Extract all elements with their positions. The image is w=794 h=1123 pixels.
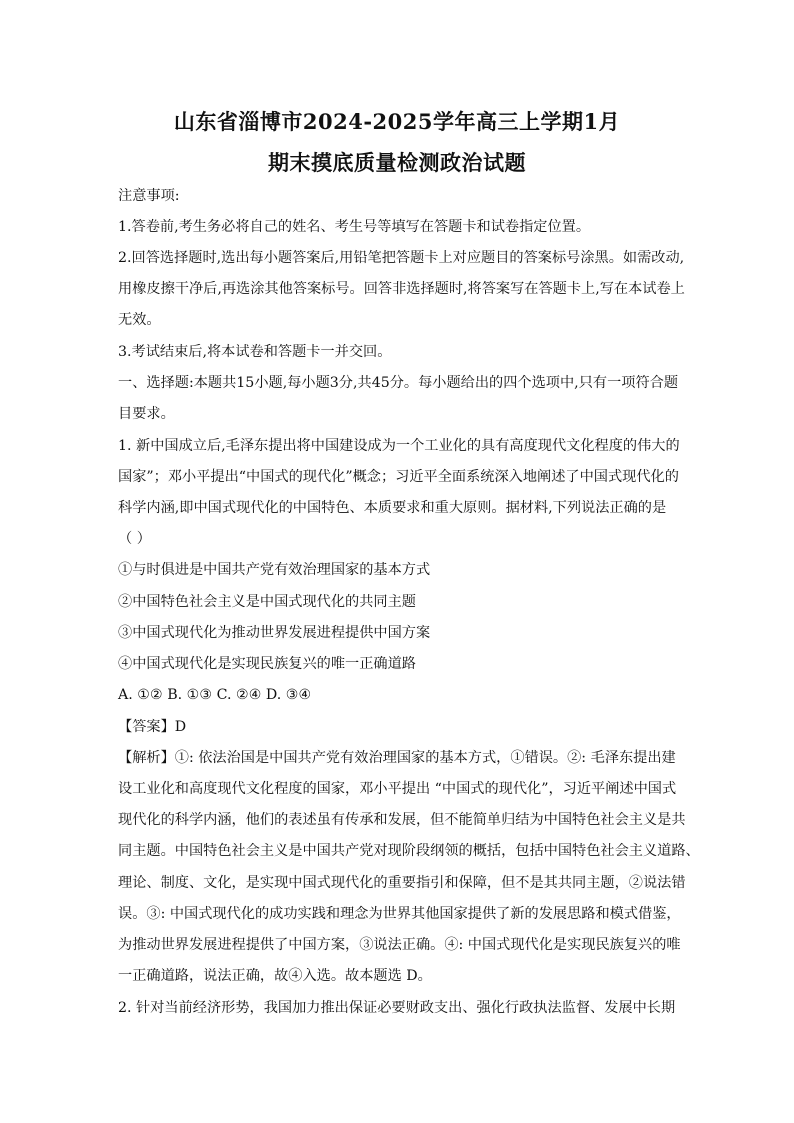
q1-analysis-line-5: 理论、制度、文化，是实现中国式现代化的重要指引和保障，但不是其共同主题，②说法错 bbox=[118, 875, 686, 891]
q1-stem-line-4: （ ） bbox=[118, 531, 151, 547]
notice-item-1: 1.答卷前,考生务必将自己的姓名、考生号等填写在答题卡和试卷指定位置。 bbox=[118, 219, 591, 235]
q1-option-4: ④中国式现代化是实现民族复兴的唯一正确道路 bbox=[118, 656, 416, 672]
q1-option-2: ②中国特色社会主义是中国式现代化的共同主题 bbox=[118, 594, 416, 610]
q1-option-3: ③中国式现代化为推动世界发展进程提供中国方案 bbox=[118, 625, 431, 641]
q1-analysis-line-6: 误。③: 中国式现代化的成功实践和理念为世界其他国家提供了新的发展思路和模式借鉴， bbox=[118, 906, 681, 922]
notice-item-2-line-2: 用橡皮擦干净后,再选涂其他答案标号。回答非选择题时,将答案写在答题卡上,写在本试卷上 bbox=[118, 281, 685, 297]
notice-heading: 注意事项: bbox=[118, 188, 180, 204]
q1-choices: A. ①② B. ①③ C. ②④ D. ③④ bbox=[118, 687, 312, 703]
q1-analysis-line-7: 为推动世界发展进程提供了中国方案，③说法正确。④: 中国式现代化是实现民族复兴的唯 bbox=[118, 937, 681, 953]
section-heading-line-2: 目要求。 bbox=[118, 406, 175, 422]
q1-analysis-line-1: 【解析】①: 依法治国是中国共产党有效治理国家的基本方式，①错误。②: 毛泽东提出建 bbox=[118, 750, 676, 766]
q1-answer: 【答案】D bbox=[118, 719, 187, 735]
q1-stem-line-2: 国家”；邓小平提出“中国式的现代化”概念；习近平全面系统深入地阐述了中国式现代化的 bbox=[118, 469, 679, 485]
title-line-1: 山东省淄博市2024-2025学年高三上学期1月 bbox=[173, 109, 621, 134]
section-heading-line-1: 一、选择题:本题共15小题,每小题3分,共45分。每小题给出的四个选项中,只有一项符合题 bbox=[118, 375, 679, 391]
notice-item-3: 3.考试结束后,将本试卷和答题卡一并交回。 bbox=[118, 344, 392, 360]
q1-analysis-line-4: 同主题。中国特色社会主义是中国共产党对现阶段纲领的概括，包括中国特色社会主义道路、 bbox=[118, 843, 700, 859]
q1-analysis-line-3: 现代化的科学内涵，他们的表述虽有传承和发展，但不能简单归结为中国特色社会主义是共 bbox=[118, 812, 686, 828]
q1-stem-line-1: 1. 新中国成立后,毛泽东提出将中国建设成为一个工业化的具有高度现代文化程度的伟大的 bbox=[118, 438, 680, 454]
q2-stem-line-1: 2. 针对当前经济形势，我国加力推出保证必要财政支出、强化行政执法监督、发展中长期 bbox=[118, 1000, 676, 1016]
notice-item-2-line-1: 2.回答选择题时,选出每小题答案后,用铅笔把答题卡上对应题目的答案标号涂黑。如需改动, bbox=[118, 250, 685, 266]
title-line-2: 期末摸底质量检测政治试题 bbox=[268, 150, 526, 175]
notice-item-2-line-3: 无效。 bbox=[118, 312, 161, 328]
q1-option-1: ①与时俱进是中国共产党有效治理国家的基本方式 bbox=[118, 562, 431, 578]
q1-analysis-line-2: 设工业化和高度现代文化程度的国家，邓小平提出 “中国式的现代化”，习近平阐述中国式 bbox=[118, 781, 677, 797]
q1-analysis-line-8: 一正确道路，说法正确，故④入选。故本题选 D。 bbox=[118, 968, 432, 984]
q1-stem-line-3: 科学内涵,即中国式现代化的中国特色、本质要求和重大原则。据材料,下列说法正确的是 bbox=[118, 500, 667, 516]
